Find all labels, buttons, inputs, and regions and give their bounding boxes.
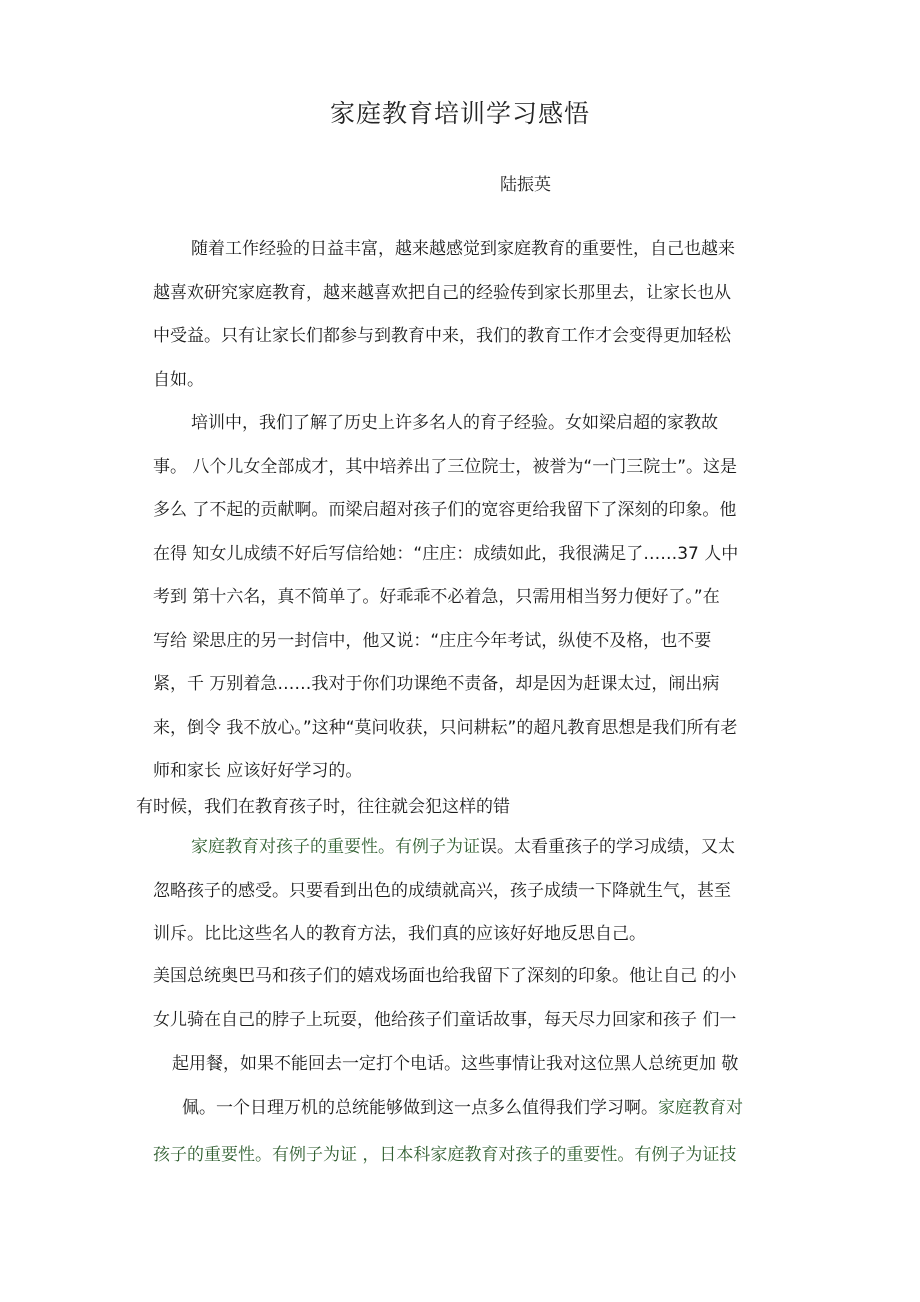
document-author: 陆振英 <box>500 175 551 195</box>
paragraph-line: 越喜欢研究家庭教育，越来越喜欢把自己的经验传到家长那里去，让家长也从 <box>153 283 731 303</box>
paragraph-line: 多么 了不起的贡献啊。而梁启超对孩子们的宽容更给我留下了深刻的印象。他 <box>153 500 737 520</box>
paragraph-line: 培训中，我们了解了历史上许多名人的育子经验。女如梁启超的家教故 <box>191 413 718 433</box>
paragraph-text: 佩。一个日理万机的总统能够做到这一点多么值得我们学习啊。 <box>182 1098 658 1118</box>
paragraph-line: 在得 知女儿成绩不好后写信给她：“庄庄：成绩如此，我很满足了……37 人中 <box>153 544 739 564</box>
paragraph-line: 美国总统奥巴马和孩子们的嬉戏场面也给我留下了深刻的印象。他让自己 的小 <box>153 966 737 986</box>
paragraph-line: 考到 第十六名，真不简单了。好乖乖不必着急，只需用相当努力便好了。”在 <box>153 587 720 607</box>
paragraph-line: 写给 梁思庄的另一封信中，他又说：“庄庄今年考试，纵使不及格，也不要 <box>153 631 712 651</box>
paragraph-line <box>182 1097 743 1119</box>
document-title: 家庭教育培训学习感悟 <box>329 99 590 128</box>
paragraph-line: 忽略孩子的感受。只要看到出色的成绩就高兴，孩子成绩一下降就生气，甚至 <box>153 881 731 901</box>
paragraph-line: 有时候，我们在教育孩子时，往往就会犯这样的错 <box>136 797 510 817</box>
paragraph-line: 中受益。只有让家长们都参与到教育中来，我们的教育工作才会变得更加轻松 <box>153 326 731 346</box>
paragraph-line: 起用餐，如果不能回去一定打个电话。这些事情让我对这位黑人总统更加 敬 <box>172 1054 739 1074</box>
paragraph-line: 自如。 <box>153 370 204 390</box>
paragraph-line: 女儿骑在自己的脖子上玩耍，他给孩子们童话故事，每天尽力回家和孩子 们一 <box>153 1010 737 1030</box>
paragraph-line: 训斥。比比这些名人的教育方法，我们真的应该好好地反思自己。 <box>153 924 646 944</box>
paragraph-line <box>191 836 735 858</box>
paragraph-line: 师和家长 应该好好学习的。 <box>153 761 363 781</box>
paragraph-line: 孩子的重要性。有例子为证 ，日本科家庭教育对孩子的重要性。有例子为证技 <box>153 1145 737 1165</box>
paragraph-line: 事。 八个儿女全部成才，其中培养出了三位院士，被誉为“一门三院士”。这是 <box>153 457 738 477</box>
highlighted-text: 家庭教育对 <box>658 1098 743 1118</box>
paragraph-line: 紧，千 万别着急……我对于你们功课绝不责备，却是因为赶课太过，闹出病 <box>153 674 720 694</box>
paragraph-line: 来，倒令 我不放心。”这种“莫问收获，只问耕耘”的超凡教育思想是我们所有老 <box>153 718 738 738</box>
paragraph-text: 误。太看重孩子的学习成绩，又太 <box>480 837 735 857</box>
highlighted-text: 家庭教育对孩子的重要性。有例子为证 <box>191 837 480 857</box>
paragraph-line: 随着工作经验的日益丰富，越来越感觉到家庭教育的重要性，自己也越来 <box>191 239 735 259</box>
